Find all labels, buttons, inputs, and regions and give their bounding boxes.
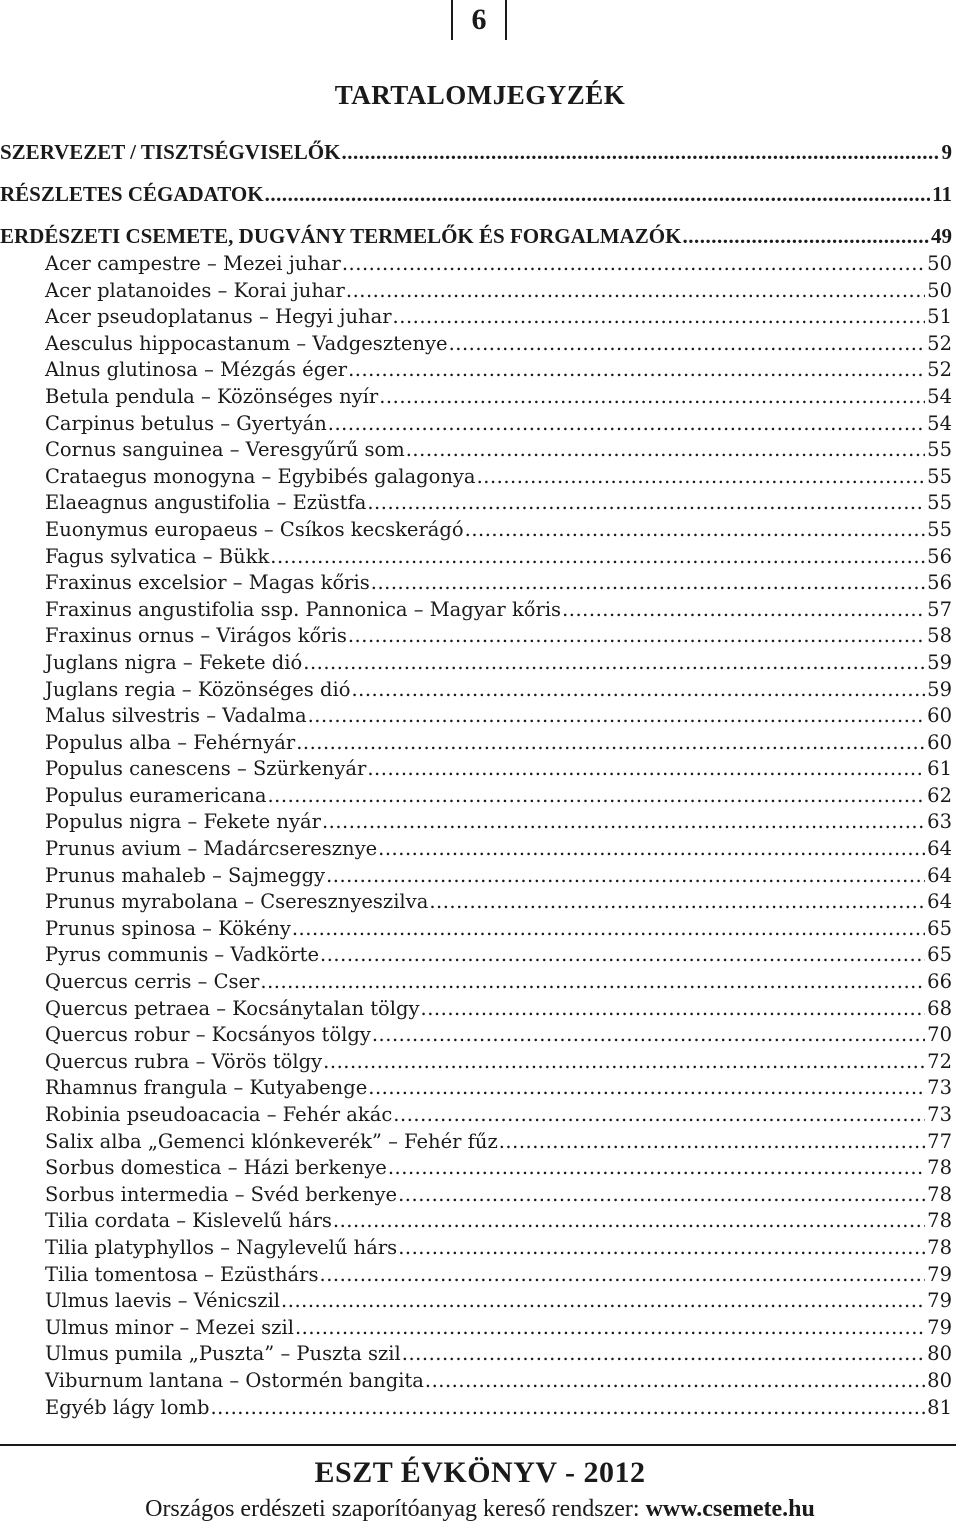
toc-entry[interactable] [0, 837, 952, 864]
toc-entry-label: Populus euramericana [45, 783, 267, 807]
dot-leader [210, 1396, 925, 1419]
toc-entry[interactable] [0, 624, 952, 651]
dot-leader [292, 917, 925, 940]
footer-website-link[interactable]: www.csemete.hu [645, 1496, 815, 1522]
toc-entry[interactable] [0, 943, 952, 970]
toc-entry-page: 73 [927, 1076, 952, 1100]
dot-leader [341, 140, 939, 165]
toc-entry-page: 72 [927, 1049, 952, 1073]
toc-entry[interactable] [0, 1130, 952, 1157]
toc-entry-page: 57 [927, 597, 952, 621]
toc-entry-page: 52 [927, 331, 952, 355]
dot-leader [449, 332, 926, 355]
dot-leader [429, 890, 925, 913]
toc-entry-page: 70 [927, 1023, 952, 1047]
toc-entry-page: 63 [927, 810, 952, 834]
toc-entry[interactable] [0, 438, 952, 465]
toc-entry-page: 49 [931, 224, 952, 248]
toc-entry[interactable] [0, 1396, 952, 1423]
toc-entry[interactable] [0, 465, 952, 492]
toc-entry[interactable] [0, 571, 952, 598]
dot-leader [270, 545, 925, 568]
toc-entry-page: 50 [927, 278, 952, 302]
toc-entry-page: 77 [927, 1129, 952, 1153]
toc-entry-page: 79 [927, 1289, 952, 1313]
dot-leader [260, 970, 925, 993]
toc-entry-label: ERDÉSZETI CSEMETE, DUGVÁNY TERMELŐK ÉS FORGALMAZÓK [0, 224, 682, 248]
dot-leader [388, 1156, 925, 1179]
toc-entry-label: Elaeagnus angustifolia – Ezüstfa [45, 491, 367, 515]
dot-leader [303, 651, 925, 674]
toc-section-heading[interactable] [0, 182, 952, 210]
dot-leader [348, 358, 925, 381]
toc-entry-page: 78 [927, 1156, 952, 1180]
toc-entry-label: SZERVEZET / TISZTSÉGVISELŐK [0, 140, 341, 164]
toc-entry-page: 65 [927, 943, 952, 967]
toc-entry-page: 52 [927, 358, 952, 382]
toc-entry[interactable] [0, 279, 952, 306]
toc-entry[interactable] [0, 1103, 952, 1130]
dot-leader [368, 1076, 925, 1099]
toc-entry[interactable] [0, 1023, 952, 1050]
dot-leader [398, 1183, 925, 1206]
page-title [0, 80, 960, 111]
footer-subtitle-text: Országos erdészeti szaporítóanyag kereső rendszer: [145, 1496, 646, 1522]
toc-entry[interactable] [0, 651, 952, 678]
dot-leader [348, 624, 925, 647]
toc-entry-page: 60 [927, 704, 952, 728]
toc-entry-label: Juglans nigra – Fekete dió [45, 650, 303, 674]
toc-entry-page: 61 [927, 757, 952, 781]
toc-entry-page: 78 [927, 1235, 952, 1259]
dot-leader [682, 224, 929, 249]
toc-entry[interactable] [0, 970, 952, 997]
toc-entry-label: Fraxinus excelsior – Magas kőris [45, 571, 370, 595]
toc-entry-label: Viburnum lantana – Ostormén bangita [45, 1368, 424, 1392]
toc-entry-label: Fagus sylvatica – Bükk [45, 544, 270, 568]
toc-entry-page: 11 [932, 182, 952, 206]
toc-entry-label: Malus silvestris – Vadalma [45, 704, 307, 728]
toc-entry-label: Robinia pseudoacacia – Fehér akác [45, 1103, 393, 1126]
toc-entry[interactable] [0, 1342, 952, 1369]
dot-leader [323, 1050, 925, 1073]
toc-entry[interactable] [0, 491, 952, 518]
toc-entry-page: 59 [927, 677, 952, 701]
toc-entry-label: Populus nigra – Fekete nyár [45, 810, 321, 834]
toc-entry-page: 59 [927, 650, 952, 674]
toc-entry-label: Fraxinus ornus – Virágos kőris [45, 624, 347, 648]
toc-entry[interactable] [0, 678, 952, 705]
toc-entry-page: 55 [927, 517, 952, 541]
toc-entry[interactable] [0, 810, 952, 837]
toc-entry[interactable] [0, 1236, 952, 1263]
dot-leader [308, 704, 926, 727]
toc-entry-page: 78 [927, 1182, 952, 1206]
toc-entry-page: 78 [927, 1209, 952, 1233]
toc-entry-page: 80 [927, 1342, 952, 1366]
toc-entry[interactable] [0, 412, 952, 439]
dot-leader [367, 757, 925, 780]
toc-entry-label: Rhamnus frangula – Kutyabenge [45, 1076, 368, 1100]
toc-entry-label: Quercus rubra – Vörös tölgy [45, 1049, 323, 1073]
toc-entry-label: Crataegus monogyna – Egybibés galagonya [45, 464, 476, 488]
toc-entry-label: Ulmus laevis – Vénicszil [45, 1289, 281, 1313]
dot-leader [379, 385, 925, 408]
toc-entry-page: 56 [927, 544, 952, 568]
dot-leader [281, 1289, 925, 1312]
toc-entry-label: Prunus spinosa – Kökény [45, 916, 291, 940]
dot-leader [295, 1316, 925, 1339]
toc-entry-label: Betula pendula – Közönséges nyír [45, 384, 379, 408]
toc-entry-page: 64 [927, 890, 952, 914]
dot-leader [372, 1023, 925, 1046]
toc-entry-page: 80 [927, 1368, 952, 1392]
toc-entry-label: Tilia platyphyllos – Nagylevelű hárs [45, 1235, 398, 1259]
toc-entry[interactable] [0, 1263, 952, 1290]
toc-entry-label: Sorbus domestica – Házi berkenye [45, 1156, 387, 1180]
toc-entry-label: Ulmus pumila „Puszta” – Puszta szil [45, 1342, 401, 1366]
toc-entry-label: Populus alba – Fehérnyár [45, 730, 296, 754]
toc-entry-page: 62 [927, 783, 952, 807]
dot-leader [398, 1236, 925, 1259]
dot-leader [296, 731, 925, 754]
toc-entry-page: 60 [927, 730, 952, 754]
toc-entry-label: Salix alba „Gemenci klónkeverék” – Fehér fűz [45, 1129, 498, 1153]
page-number: 6 [451, 0, 507, 40]
toc-entry-label: Acer pseudoplatanus – Hegyi juhar [45, 305, 392, 329]
toc-entry[interactable] [0, 598, 952, 625]
toc-entry-label: Cornus sanguinea – Veresgyűrű som [45, 438, 405, 462]
toc-entry-label: Acer platanoides – Korai juhar [45, 278, 345, 302]
toc-entry-page: 65 [927, 916, 952, 940]
dot-leader [326, 864, 925, 887]
toc-entry[interactable] [0, 757, 952, 784]
toc-entry-label: Prunus mahaleb – Sajmeggy [45, 863, 326, 887]
toc-entry-page: 79 [927, 1262, 952, 1286]
dot-leader [393, 305, 926, 328]
dot-leader [333, 1209, 925, 1232]
toc-entry[interactable] [0, 305, 952, 332]
toc-entry[interactable] [0, 385, 952, 412]
dot-leader [320, 1263, 926, 1286]
toc-entry-page: 56 [927, 571, 952, 595]
toc-entry[interactable] [0, 358, 952, 385]
dot-leader [267, 784, 925, 807]
dot-leader [465, 518, 926, 541]
toc-entry-page: 51 [927, 305, 952, 329]
toc-entry-label: Pyrus communis – Vadkörte [45, 943, 320, 967]
toc-section-items [0, 252, 952, 1422]
toc-entry-label: Acer campestre – Mezei juhar [45, 252, 341, 275]
toc-entry-label: RÉSZLETES CÉGADATOK [0, 182, 264, 206]
toc-entry-page: 50 [927, 252, 952, 275]
dot-leader [367, 491, 925, 514]
toc-entry-page: 55 [927, 491, 952, 515]
toc-entry-label: Juglans regia – Közönséges dió [45, 677, 351, 701]
toc-entry[interactable] [0, 1289, 952, 1316]
toc-entry-page: 66 [927, 970, 952, 994]
dot-leader [393, 1103, 925, 1126]
dot-leader [328, 412, 925, 435]
toc-entry-page: 79 [927, 1315, 952, 1339]
toc-entry[interactable] [0, 890, 952, 917]
toc-entry-label: Alnus glutinosa – Mézgás éger [45, 358, 348, 382]
dot-leader [499, 1130, 925, 1153]
toc-entry[interactable] [0, 518, 952, 545]
dot-leader [425, 1369, 925, 1392]
footer-subtitle [0, 1496, 960, 1523]
toc-entry[interactable] [0, 252, 952, 279]
toc-entry-label: Sorbus intermedia – Svéd berkenye [45, 1182, 398, 1206]
dot-leader [477, 465, 926, 488]
dot-leader [402, 1342, 925, 1365]
toc-entry[interactable] [0, 1050, 952, 1077]
toc-entry[interactable] [0, 864, 952, 891]
toc-entry-label: Euonymus europaeus – Csíkos kecskerágó [45, 517, 464, 541]
toc-section-heading[interactable] [0, 140, 952, 168]
toc-entry-label: Quercus cerris – Cser [45, 970, 260, 994]
toc-entry[interactable] [0, 731, 952, 758]
dot-leader [322, 810, 925, 833]
toc-entry-label: Populus canescens – Szürkenyár [45, 757, 367, 781]
toc-entry[interactable] [0, 704, 952, 731]
toc-entry-label: Prunus avium – Madárcseresznye [45, 837, 378, 861]
toc-entry-page: 64 [927, 837, 952, 861]
footer-divider [0, 1444, 956, 1446]
toc-entry[interactable] [0, 545, 952, 572]
dot-leader [421, 997, 926, 1020]
toc-entry-label: Quercus robur – Kocsányos tölgy [45, 1023, 371, 1047]
toc-entry[interactable] [0, 1156, 952, 1183]
toc-entry[interactable] [0, 1369, 952, 1396]
toc-entry-label: Tilia cordata – Kislevelű hárs [45, 1209, 332, 1233]
toc-entry[interactable] [0, 917, 952, 944]
dot-leader [320, 943, 925, 966]
dot-leader [406, 438, 925, 461]
toc-entry[interactable] [0, 1209, 952, 1236]
toc-entry[interactable] [0, 1076, 952, 1103]
toc-entry[interactable] [0, 1316, 952, 1343]
toc-entry-page: 54 [927, 411, 952, 435]
page-title-text: TARTALOMJEGYZÉK [334, 80, 626, 110]
toc-entry-page: 73 [927, 1103, 952, 1126]
toc-entry-page: 64 [927, 863, 952, 887]
toc-entry[interactable] [0, 784, 952, 811]
toc-entry[interactable] [0, 997, 952, 1024]
toc-entry-page: 58 [927, 624, 952, 648]
toc-entry-page: 55 [927, 438, 952, 462]
dot-leader [351, 678, 925, 701]
toc-entry-page: 81 [927, 1395, 952, 1419]
toc-entry-page: 55 [927, 464, 952, 488]
toc-entry-label: Tilia tomentosa – Ezüsthárs [45, 1262, 319, 1286]
dot-leader [346, 279, 925, 302]
table-of-contents [0, 140, 952, 1422]
toc-entry-label: Fraxinus angustifolia ssp. Pannonica – Magyar kőris [45, 597, 562, 621]
toc-section-heading[interactable] [0, 224, 952, 252]
toc-entry-label: Quercus petraea – Kocsánytalan tölgy [45, 996, 420, 1020]
dot-leader [342, 252, 925, 275]
toc-entry-label: Ulmus minor – Mezei szil [45, 1315, 294, 1339]
toc-entry[interactable] [0, 1183, 952, 1210]
dot-leader [371, 571, 925, 594]
toc-entry-label: Carpinus betulus – Gyertyán [45, 411, 327, 435]
dot-leader [265, 182, 931, 207]
toc-entry-label: Prunus myrabolana – Cseresznyeszilva [45, 890, 429, 914]
toc-entry-label: Aesculus hippocastanum – Vadgesztenye [45, 331, 448, 355]
footer-title: ESZT ÉVKÖNYV - 2012 [314, 1456, 646, 1489]
toc-entry-page: 68 [927, 996, 952, 1020]
toc-entry[interactable] [0, 332, 952, 359]
dot-leader [562, 598, 925, 621]
toc-entry-page: 9 [941, 140, 952, 164]
dot-leader [378, 837, 925, 860]
toc-entry-label: Egyéb lágy lomb [45, 1395, 210, 1419]
toc-entry-page: 54 [927, 384, 952, 408]
